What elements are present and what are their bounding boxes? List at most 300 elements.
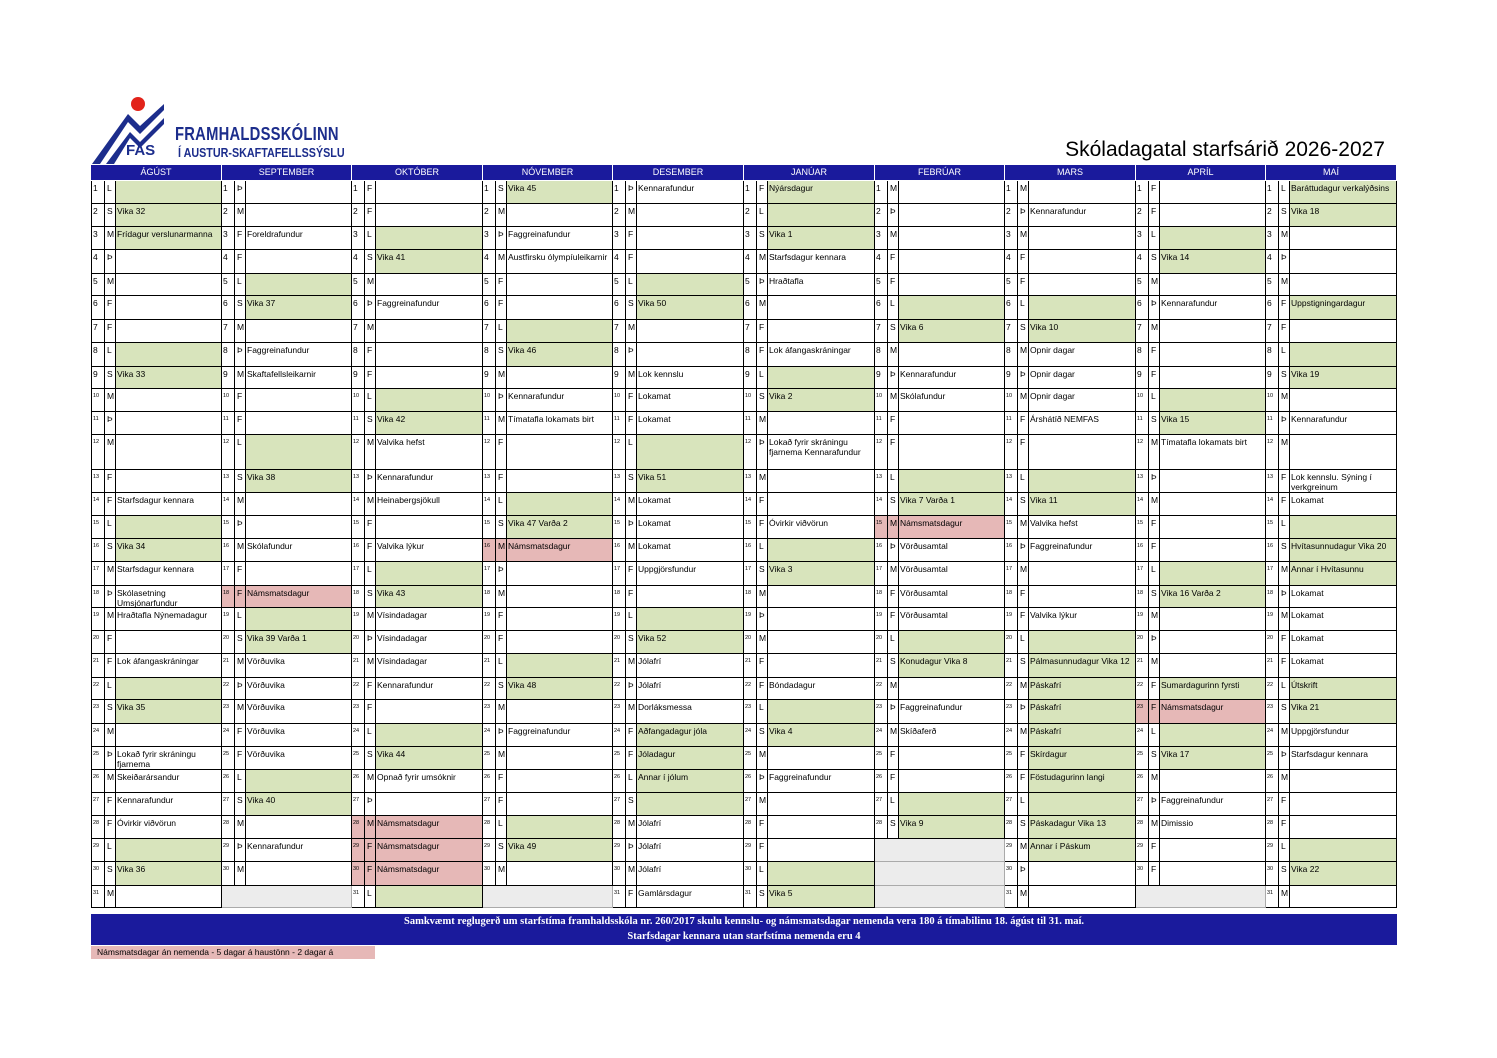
weekday-letter: F [1018,608,1029,630]
day-cell [1005,654,1136,678]
weekday-letter: S [105,700,116,723]
weekday-letter: F [757,654,768,677]
day-cell [875,724,1005,747]
day-number: 15 [222,516,235,538]
day-number: 20 [875,631,888,653]
day-number: 25 [1005,747,1018,769]
weekday-letter: F [626,389,637,411]
day-cell [1136,724,1266,747]
weekday-letter: F [888,435,899,469]
day-number: 21 [222,654,235,677]
weekday-letter: F [1149,839,1160,861]
day-number: 17 [1005,562,1018,585]
day-cell [1266,678,1397,700]
day-event: Opnir dagar [1030,369,1075,379]
day-number: 30 [1005,862,1018,885]
weekday-letter: M [365,320,376,342]
day-event: Vika 33 [117,369,146,379]
weekday-letter: M [1018,389,1029,411]
day-number: 9 [875,367,888,388]
day-cell [875,654,1005,678]
weekday-letter: M [105,227,116,249]
day-cell [222,343,352,367]
day-cell [744,608,875,631]
day-number: 28 [1005,816,1018,838]
day-number: 29 [613,839,626,861]
weekday-letter: M [888,516,899,538]
day-event: Vika 36 [117,864,146,874]
day-number: 29 [1005,839,1018,861]
day-cell [613,770,744,793]
day-cell [91,770,222,793]
weekday-letter: Þ [757,770,768,792]
page-title: Skóladagatal starfsárið 2026-2027 [1065,138,1385,161]
day-number: 17 [1136,562,1149,585]
day-number: 1 [875,181,888,203]
weekday-letter: S [1149,412,1160,434]
day-cell [744,839,875,862]
weekday-letter: Þ [626,839,637,861]
weekday-letter: F [626,412,637,434]
weekday-letter: F [235,412,246,434]
day-event: Kennarafundur [247,841,304,851]
day-cell [483,343,613,367]
day-number: 26 [92,770,105,792]
month-header: NÓVEMBER [483,165,613,180]
day-cell [1005,412,1136,435]
weekday-letter: L [1018,631,1029,653]
empty-day-cell [483,886,613,908]
day-number: 12 [1005,435,1018,469]
day-cell [744,250,875,274]
weekday-letter: L [757,539,768,561]
day-number: 26 [1005,770,1018,792]
day-number: 20 [92,631,105,653]
day-event: Vika 9 [900,818,924,828]
day-event: Vika 14 [1161,252,1190,262]
weekday-letter: M [496,747,507,769]
weekday-letter: M [757,586,768,607]
day-number: 26 [352,770,365,792]
weekday-letter: Þ [105,586,116,607]
day-number: 26 [875,770,888,792]
day-cell [222,608,352,631]
month-header: APRÍL [1136,165,1266,180]
day-event: Kennarafundur [1161,298,1218,308]
weekday-letter: F [365,181,376,203]
day-cell [1136,770,1266,793]
weekday-letter: F [496,770,507,792]
weekday-letter: S [365,250,376,273]
day-cell [1266,539,1397,562]
day-number: 13 [483,470,496,492]
weekday-letter: M [757,470,768,492]
day-event: Vika 47 Varða 2 [508,518,568,528]
day-event: Lok áfangaskráningar [769,345,851,355]
day-event: Skólafundur [247,541,293,551]
day-number: 5 [1136,274,1149,295]
day-cell [222,724,352,747]
weekday-letter: M [496,367,507,388]
day-cell [875,435,1005,470]
day-number: 20 [744,631,757,653]
weekday-letter: F [365,839,376,861]
assessment-legend: Námsmatsdagar án nemenda - 5 dagar á haustönn - 2 dagar á [91,946,375,959]
day-event: Starfsdagur kennara [117,495,195,505]
day-cell [613,700,744,724]
weekday-letter: M [757,631,768,653]
day-event: Vísindadagar [377,656,428,666]
day-number: 18 [613,586,626,607]
day-cell [352,608,483,631]
day-cell [613,320,744,343]
day-cell [875,389,1005,412]
day-number: 29 [222,839,235,861]
weekday-letter: M [1018,181,1029,203]
day-number: 26 [222,770,235,792]
day-cell [613,654,744,678]
weekday-letter: F [496,435,507,469]
weekday-letter: L [105,343,116,366]
weekday-letter: L [1018,470,1029,492]
day-event: Vika 39 Varða 1 [247,633,307,643]
day-event: Námsmatsdagur [900,518,963,528]
day-number: 17 [744,562,757,585]
day-number: 29 [744,839,757,861]
day-cell [1266,747,1397,770]
day-number: 8 [222,343,235,366]
weekday-letter: M [496,862,507,885]
weekday-letter: M [626,493,637,515]
day-number: 14 [875,493,888,515]
day-event: Námsmatsdagur [1161,702,1224,712]
weekday-letter: M [1018,886,1029,907]
weekday-letter: F [1018,412,1029,434]
day-number: 22 [92,678,105,699]
footer-line1: Samkvæmt reglugerð um starfstíma framhaldsskóla nr. 260/2017 skulu kennslu- og námsmatsdagar nemenda vera 180 á tímabilinu 18. ágúst til 31. maí. [403,916,1085,927]
day-cell [1266,516,1397,539]
day-cell [613,862,744,886]
weekday-letter: Þ [105,747,116,769]
day-cell [875,770,1005,793]
day-number: 27 [744,793,757,815]
day-cell [91,367,222,389]
day-cell [875,204,1005,227]
weekday-letter: S [626,793,637,815]
weekday-letter: F [1149,204,1160,226]
day-cell [352,470,483,493]
day-event: Valvika lýkur [377,541,425,551]
day-number: 12 [744,435,757,469]
weekday-letter: L [757,700,768,723]
weekday-letter: S [757,886,768,907]
day-number: 1 [1005,181,1018,203]
weekday-letter: M [888,389,899,411]
day-number: 27 [92,793,105,815]
day-cell [352,412,483,435]
day-cell [1005,631,1136,654]
weekday-letter: M [757,412,768,434]
weekday-letter: L [365,886,376,907]
day-cell [875,631,1005,654]
weekday-letter: Þ [1018,367,1029,388]
weekday-letter: M [1279,770,1290,792]
day-cell [613,470,744,493]
weekday-letter: L [235,608,246,630]
weekday-letter: M [1018,839,1029,861]
day-number: 16 [352,539,365,561]
logo-abbr: FAS [126,142,156,159]
day-event: Tímatafla lokamats birt [508,414,594,424]
weekday-letter: S [496,343,507,366]
weekday-letter: F [496,274,507,295]
day-number: 20 [1005,631,1018,653]
day-event: Vika 48 [508,680,537,690]
day-cell [222,862,352,886]
day-cell [613,586,744,608]
day-cell [744,367,875,389]
day-event: Námsmatsdagur [247,588,310,598]
day-number: 27 [1266,793,1279,815]
day-number: 1 [1136,181,1149,203]
day-cell [222,516,352,539]
day-number: 5 [1005,274,1018,295]
day-number: 16 [613,539,626,561]
weekday-letter: F [1279,493,1290,515]
weekday-letter: M [1279,435,1290,469]
day-number: 6 [1005,296,1018,319]
day-cell [352,770,483,793]
weekday-letter: Þ [1279,586,1290,607]
day-cell [744,862,875,886]
day-number: 12 [222,435,235,469]
day-cell [744,181,875,204]
day-cell [613,516,744,539]
weekday-letter: Þ [626,516,637,538]
weekday-letter: M [365,493,376,515]
day-cell [613,793,744,816]
day-cell [1136,204,1266,227]
day-event: Vika 2 [769,391,793,401]
day-cell [222,586,352,608]
day-number: 17 [92,562,105,585]
day-cell [744,470,875,493]
day-number: 11 [1266,412,1279,434]
weekday-letter: F [757,493,768,515]
day-cell [222,654,352,678]
day-cell [352,678,483,700]
day-event: Kennarafundur [900,369,957,379]
day-cell [875,470,1005,493]
day-event: Jólafrí [638,656,662,666]
weekday-letter: M [1018,343,1029,366]
day-event: Vika 18 [1291,206,1320,216]
day-cell [222,389,352,412]
weekday-letter: F [105,816,116,838]
day-cell [222,793,352,816]
weekday-letter: L [235,435,246,469]
day-event: Kennarafundur [117,795,174,805]
day-cell [1136,412,1266,435]
day-number: 22 [744,678,757,699]
weekday-letter: Þ [1018,539,1029,561]
day-event: Jólafrí [638,680,662,690]
day-event: Vörðusamtal [900,541,948,551]
weekday-letter: F [1149,700,1160,723]
day-number: 5 [222,274,235,295]
day-number: 2 [1136,204,1149,226]
day-cell [613,562,744,586]
empty-day-cell [875,886,1005,908]
day-number: 5 [1266,274,1279,295]
day-event: Óvirkir viðvörun [117,818,177,828]
day-number: 24 [1136,724,1149,746]
weekday-letter: F [1018,770,1029,792]
weekday-letter: L [105,839,116,861]
day-cell [222,227,352,250]
weekday-letter: M [235,700,246,723]
weekday-letter: S [365,586,376,607]
day-cell [91,389,222,412]
day-number: 24 [1266,724,1279,746]
weekday-letter: F [757,516,768,538]
weekday-letter: Þ [1279,250,1290,273]
day-cell [222,274,352,296]
weekday-letter: L [757,204,768,226]
day-number: 21 [1005,654,1018,677]
weekday-letter: Þ [496,562,507,585]
day-cell [744,562,875,586]
day-number: 6 [744,296,757,319]
day-event: Vika 32 [117,206,146,216]
day-event: Vika 41 [377,252,406,262]
weekday-letter: M [1279,886,1290,907]
weekday-letter: M [1149,274,1160,295]
weekday-letter: F [105,470,116,492]
day-number: 16 [222,539,235,561]
day-number: 18 [222,586,235,607]
weekday-letter: S [496,839,507,861]
day-number: 9 [222,367,235,388]
logo-line1: FRAMHALDSSKÓLINN [175,124,339,144]
day-cell [613,435,744,470]
day-number: 26 [613,770,626,792]
weekday-letter: F [1149,862,1160,885]
day-cell [352,862,483,886]
day-event: Lokað fyrir skráningu fjarnema Kennarafundur [769,437,861,457]
day-number: 2 [1005,204,1018,226]
day-number: 2 [483,204,496,226]
day-number: 30 [613,862,626,885]
day-number: 26 [483,770,496,792]
day-number: 22 [483,678,496,699]
day-cell [483,793,613,816]
month-header: JANÚAR [744,165,875,180]
weekday-letter: L [626,274,637,295]
day-event: Annar í jólum [638,772,689,782]
day-number: 23 [92,700,105,723]
day-cell [483,724,613,747]
day-cell [744,227,875,250]
day-number: 12 [1266,435,1279,469]
day-number: 12 [875,435,888,469]
weekday-letter: M [235,816,246,838]
day-number: 12 [1136,435,1149,469]
day-cell [1005,320,1136,343]
weekday-letter: M [626,654,637,677]
day-number: 3 [744,227,757,249]
day-number: 24 [92,724,105,746]
day-event: Lokamat [1291,588,1324,598]
day-number: 9 [744,367,757,388]
day-event: Vika 17 [1161,749,1190,759]
day-event: Vika 11 [1030,495,1058,505]
day-cell [1266,816,1397,839]
weekday-letter: L [1279,678,1290,699]
weekday-letter: F [757,816,768,838]
day-event: Skeiðarársandur [117,772,180,782]
weekday-letter: F [365,539,376,561]
weekday-letter: M [105,724,116,746]
day-cell [1005,724,1136,747]
day-number: 15 [1266,516,1279,538]
day-number: 2 [613,204,626,226]
day-cell [483,654,613,678]
day-cell [483,516,613,539]
weekday-letter: L [888,296,899,319]
day-number: 9 [613,367,626,388]
weekday-letter: S [757,227,768,249]
weekday-letter: S [1279,539,1290,561]
day-cell [483,562,613,586]
day-number: 15 [483,516,496,538]
day-number: 9 [1136,367,1149,388]
day-cell [875,539,1005,562]
day-number: 20 [483,631,496,653]
day-event: Konudagur Vika 8 [900,656,968,666]
day-cell [1266,886,1397,908]
day-cell [222,678,352,700]
day-event: Lokamat [638,518,671,528]
weekday-letter: Þ [235,516,246,538]
weekday-letter: F [1279,631,1290,653]
day-number: 28 [744,816,757,838]
day-cell [91,700,222,724]
day-cell [1005,493,1136,516]
day-number: 19 [613,608,626,630]
day-number: 21 [92,654,105,677]
day-cell [1005,516,1136,539]
day-cell [1005,770,1136,793]
day-cell [91,493,222,516]
day-cell [613,678,744,700]
weekday-letter: Þ [496,724,507,746]
weekday-letter: L [365,389,376,411]
day-cell [352,886,483,908]
day-cell [1005,181,1136,204]
day-cell [613,747,744,770]
weekday-letter: M [626,539,637,561]
weekday-letter: Þ [1279,412,1290,434]
day-number: 23 [1005,700,1018,723]
day-number: 12 [352,435,365,469]
day-event: Óvirkir viðvörun [769,518,829,528]
day-event: Vika 38 [247,472,276,482]
day-number: 1 [613,181,626,203]
day-cell [91,435,222,470]
day-event: Lok áfangaskráningar [117,656,199,666]
weekday-letter: F [496,470,507,492]
